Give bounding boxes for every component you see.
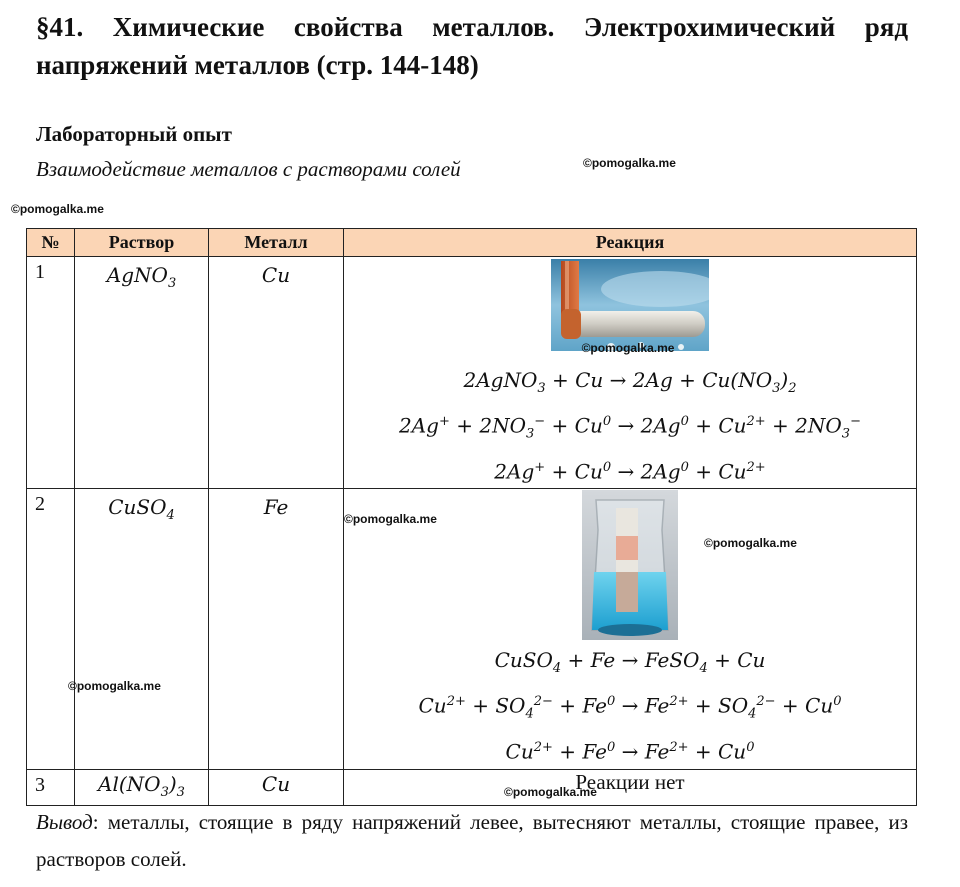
row-number: 3 bbox=[27, 769, 75, 805]
reaction-equation-molecular: 2AgNO$_3$ + $Cu \to 2Ag + Cu(NO_3)_2$ bbox=[463, 368, 797, 396]
conclusion bbox=[36, 804, 908, 878]
reaction-cell bbox=[344, 257, 917, 489]
lab-title: Лабораторный опыт bbox=[36, 122, 232, 146]
watermark: ©pomogalka.me bbox=[344, 512, 437, 526]
reaction-equation-short-ionic: $Cu^{2+} + Fe^0 \to Fe^{2+} + Cu^0$ bbox=[505, 739, 755, 764]
table-row bbox=[27, 769, 917, 805]
metal-symbol: Fe bbox=[209, 489, 344, 769]
header-solution: Раствор bbox=[75, 229, 209, 257]
solution-formula: $Al(NO_3)_3$ bbox=[75, 769, 209, 805]
reaction-equation-short-ionic: $2Ag^+ + Cu^0 \to 2Ag^0 + Cu^{2+}$ bbox=[494, 459, 766, 484]
watermark: ©pomogalka.me bbox=[704, 536, 797, 550]
header-num: № bbox=[27, 229, 75, 257]
reaction-equation-full-ionic: $2Ag^+ + 2NO_3^- + Cu^0 \to 2Ag^0 + Cu^{2+} + 2NO_3^-$ bbox=[399, 413, 861, 442]
no-reaction-text: Реакции нет bbox=[344, 769, 917, 805]
header-reaction: Реакция bbox=[344, 229, 917, 257]
lab-subtitle: Взаимодействие металлов с растворами солей bbox=[36, 157, 461, 181]
experiment-photo-copper-silver bbox=[551, 259, 709, 351]
conclusion-lead: Вывод bbox=[36, 810, 93, 834]
metal-symbol: Cu bbox=[209, 769, 344, 805]
metal-symbol: Cu bbox=[209, 257, 344, 489]
experiment-photo-iron-copper-sulfate bbox=[582, 490, 678, 640]
experiment-table bbox=[26, 228, 917, 806]
table-header-row bbox=[27, 229, 917, 257]
header-metal: Металл bbox=[209, 229, 344, 257]
page-title: §41. Химические свойства металлов. Электрохимический ряд напряжений металлов (стр. 144-148) bbox=[36, 12, 908, 80]
row-number: 2 bbox=[27, 489, 75, 769]
watermark: ©pomogalka.me bbox=[583, 156, 676, 170]
solution-formula: AgNO$_3$ bbox=[75, 257, 209, 489]
solution-formula: CuSO$_4$ bbox=[75, 489, 209, 769]
conclusion-text: : металлы, стоящие в ряду напряжений левее, вытесняют металлы, стоящие правее, из растворов солей. bbox=[36, 810, 908, 871]
row-number: 1 bbox=[27, 257, 75, 489]
watermark: ©pomogalka.me bbox=[11, 202, 104, 216]
reaction-equation-full-ionic: $Cu^{2+} + SO_4^{2-} + Fe^0 \to Fe^{2+} + SO_4^{2-} + Cu^0$ bbox=[418, 693, 842, 722]
reaction-equation-molecular: CuSO$_4$ + Fe → FeSO$_4$ + Cu bbox=[494, 648, 766, 677]
watermark: ©pomogalka.me bbox=[581, 341, 675, 355]
table-row bbox=[27, 257, 917, 489]
watermark: ©pomogalka.me bbox=[504, 785, 597, 799]
table-row bbox=[27, 489, 917, 769]
reaction-cell bbox=[344, 489, 917, 769]
watermark: ©pomogalka.me bbox=[68, 679, 161, 693]
